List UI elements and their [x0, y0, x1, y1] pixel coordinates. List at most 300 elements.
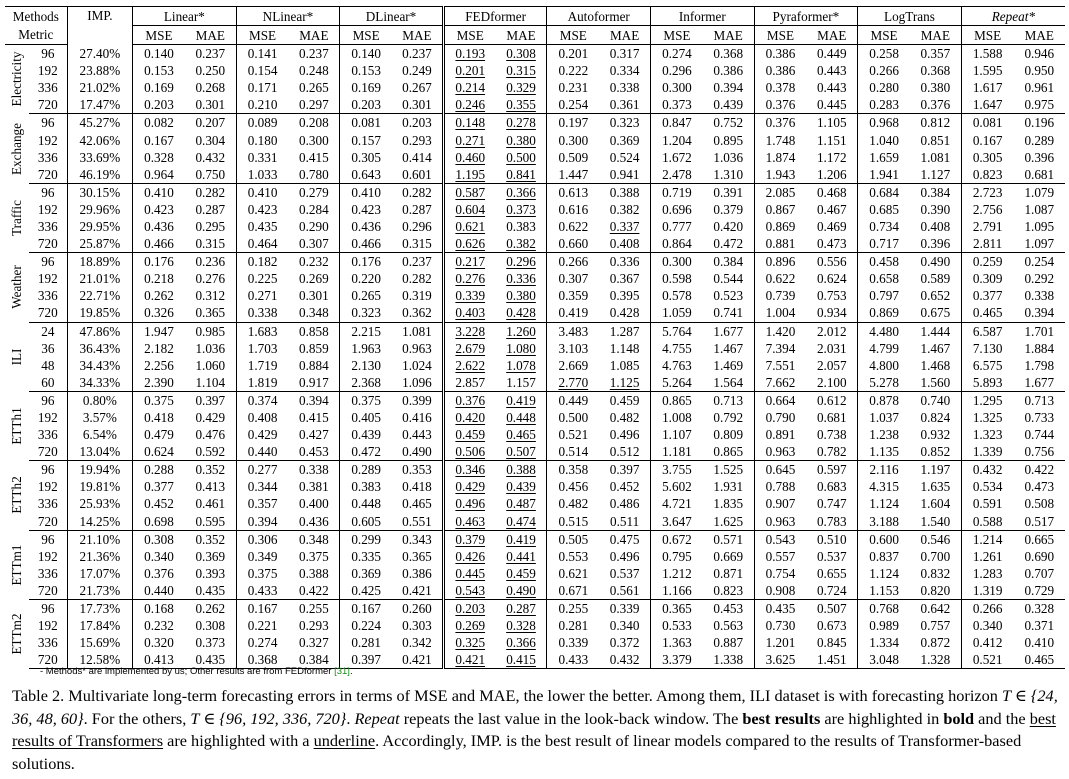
- mae-value: 0.287: [506, 601, 536, 617]
- mae-value: 1.287: [609, 323, 640, 339]
- mse-value: 0.449: [547, 391, 599, 409]
- mse-value: 0.375: [236, 565, 288, 582]
- mse-value: 0.869: [754, 218, 806, 235]
- mae-value: 0.507: [496, 443, 547, 461]
- mae-value: 0.482: [609, 410, 640, 426]
- mse-value: 0.754: [754, 565, 806, 582]
- table-row: [5, 114, 1065, 132]
- imp-cell: 34.43%: [67, 357, 132, 374]
- mae-value: 0.432: [195, 149, 226, 165]
- mae-value: 0.589: [920, 271, 951, 287]
- caption-text: Table 2. Multivariate long-term forecasting errors in terms of MSE and MAE, the lower the better. Among them, ILI dataset is with forecasting horizon: [12, 686, 1002, 705]
- mae-value: 0.750: [185, 166, 236, 184]
- mse-value: 0.176: [340, 253, 392, 271]
- mae-value: 1.677: [1014, 374, 1065, 392]
- mse-value: 1.941: [858, 166, 910, 184]
- table-row: [5, 513, 1065, 531]
- mae-value: 0.300: [299, 132, 329, 148]
- mse-value: 0.081: [340, 114, 392, 132]
- mae-value: 0.368: [920, 63, 951, 79]
- mse-value: 2.368: [340, 374, 392, 392]
- mse-value: 0.479: [133, 426, 185, 443]
- mae-value: 0.436: [288, 513, 339, 531]
- mae-value: 0.946: [1024, 46, 1055, 62]
- mae-value: 0.537: [609, 565, 640, 581]
- imp-cell: 17.84%: [67, 617, 132, 634]
- mae-value: 0.490: [496, 582, 547, 600]
- mae-value: 1.096: [392, 374, 443, 392]
- mae-value: 1.127: [910, 166, 961, 184]
- mae-value: 1.097: [1014, 235, 1065, 253]
- mae-value: 0.255: [299, 601, 329, 617]
- mae-value: 0.563: [713, 618, 744, 634]
- mse-value: 0.734: [858, 218, 910, 235]
- mae-value: 1.036: [713, 149, 744, 165]
- mae-value: 0.293: [299, 618, 329, 634]
- mse-value: 0.140: [340, 45, 392, 63]
- imp-header: IMP.: [67, 7, 132, 45]
- mse-value: 2.791: [961, 218, 1013, 235]
- mae-value: 0.254: [1024, 254, 1055, 270]
- mse-value: 0.509: [547, 149, 599, 166]
- mae-value: 1.635: [920, 479, 951, 495]
- table-row: [5, 617, 1065, 634]
- mse-value: 0.521: [961, 651, 1013, 669]
- mse-value: 7.662: [754, 374, 806, 392]
- mae-value: 0.941: [599, 166, 650, 184]
- mse-value: 0.269: [443, 617, 495, 634]
- mae-value: 0.395: [609, 288, 640, 304]
- dataset-cell: [5, 253, 29, 322]
- mae-value: 0.348: [299, 531, 329, 547]
- table-row: [5, 45, 1065, 63]
- mae-value: 1.079: [1024, 184, 1055, 200]
- mae-value: 2.012: [816, 323, 847, 339]
- mae-value: 0.511: [599, 513, 650, 531]
- mse-value: 0.433: [547, 651, 599, 669]
- mse-value: 2.770: [547, 374, 599, 392]
- mae-value: 0.304: [195, 132, 226, 148]
- mse-value: 0.698: [133, 513, 185, 531]
- mse-value: 0.505: [547, 530, 599, 548]
- mae-value: 0.934: [806, 304, 857, 322]
- method-header: [754, 7, 858, 26]
- mse-value: 0.331: [236, 149, 288, 166]
- mse-value: 4.315: [858, 478, 910, 495]
- mse-value: 2.669: [547, 357, 599, 374]
- mse-value: 0.865: [651, 391, 703, 409]
- mae-value: 0.465: [402, 496, 432, 512]
- dataset-label: ETTh1: [8, 407, 24, 445]
- mse-value: 0.717: [858, 235, 910, 253]
- table-row: [5, 96, 1065, 114]
- mse-value: 1.323: [961, 426, 1013, 443]
- mse-value: 0.588: [961, 513, 1013, 531]
- mse-value: 0.277: [236, 461, 288, 479]
- mae-value: 0.753: [816, 288, 847, 304]
- mse-value: 0.664: [754, 391, 806, 409]
- mae-value: 0.237: [402, 46, 432, 62]
- mae-value: 0.394: [713, 80, 744, 96]
- mae-value: 1.467: [920, 340, 951, 356]
- mae-value: 0.319: [402, 288, 432, 304]
- mse-value: 0.605: [340, 513, 392, 531]
- header-row-methods: [5, 7, 1065, 26]
- table-row: [5, 304, 1065, 322]
- horizon-cell: 96: [41, 184, 55, 200]
- imp-cell: 19.81%: [67, 478, 132, 495]
- caption-text: . Accordingly, IMP. is the best result of linear models compared to the results of Transformer-based solutions.: [12, 731, 1022, 773]
- mse-value: 0.289: [340, 461, 392, 479]
- horizon-cell: 720: [29, 443, 67, 461]
- mae-value: 0.390: [920, 201, 951, 217]
- mse-header: MSE: [443, 26, 495, 45]
- mae-value: 0.371: [1024, 618, 1055, 634]
- mse-value: 0.383: [340, 478, 392, 495]
- mse-value: 1.166: [651, 582, 703, 600]
- mse-value: 0.658: [858, 270, 910, 287]
- caption-underline-word: underline: [313, 731, 376, 751]
- mae-value: 0.419: [506, 392, 536, 408]
- mse-header: MSE: [754, 26, 806, 45]
- mse-value: 1.212: [651, 565, 703, 582]
- mae-value: 0.985: [195, 323, 226, 339]
- mse-value: 0.624: [133, 443, 185, 461]
- mae-value: 0.380: [920, 80, 951, 96]
- mse-value: 5.264: [651, 374, 703, 392]
- imp-cell: 25.87%: [67, 235, 132, 253]
- mse-value: 1.295: [961, 391, 1013, 409]
- mse-value: 1.107: [651, 426, 703, 443]
- mae-value: 0.379: [713, 201, 744, 217]
- mae-value: 1.157: [496, 374, 547, 392]
- mae-value: 0.963: [402, 340, 432, 356]
- caption-best-transformers: best results of Transformers: [12, 708, 1056, 751]
- horizon-cell: 192: [37, 201, 58, 217]
- mse-value: 1.037: [858, 409, 910, 426]
- mae-value: 0.459: [609, 392, 640, 408]
- mae-value: 0.369: [195, 548, 226, 564]
- mae-value: 0.307: [288, 235, 339, 253]
- imp-cell: 33.69%: [67, 149, 132, 166]
- table-row: [5, 218, 1065, 235]
- mae-value: 0.683: [816, 479, 847, 495]
- mae-value: 0.399: [402, 392, 432, 408]
- mae-value: 0.747: [816, 496, 847, 512]
- mse-value: 0.777: [651, 218, 703, 235]
- mse-value: 2.390: [133, 374, 185, 392]
- mse-value: 0.274: [651, 45, 703, 63]
- mae-value: 1.677: [713, 323, 744, 339]
- mse-value: 1.659: [858, 149, 910, 166]
- mae-value: 0.410: [1024, 635, 1055, 651]
- mae-value: 0.595: [185, 513, 236, 531]
- mse-value: 0.309: [961, 270, 1013, 287]
- mse-value: 0.375: [133, 391, 185, 409]
- imp-cell: 25.93%: [67, 495, 132, 512]
- mae-value: 0.384: [920, 184, 951, 200]
- horizon-cell: 720: [29, 304, 67, 322]
- mse-value: 7.130: [961, 340, 1013, 357]
- mse-value: 0.685: [858, 201, 910, 218]
- imp-cell: 19.85%: [67, 304, 132, 322]
- mae-value: 0.642: [920, 601, 951, 617]
- mae-value: 1.260: [506, 323, 536, 339]
- mae-value: 1.081: [920, 149, 951, 165]
- mse-value: 0.369: [340, 565, 392, 582]
- mae-value: 0.329: [506, 80, 536, 96]
- mae-value: 0.665: [1024, 531, 1055, 547]
- mse-value: 0.258: [858, 45, 910, 63]
- mae-value: 0.382: [609, 201, 640, 217]
- mae-value: 0.624: [816, 271, 847, 287]
- horizon-cell: 720: [29, 96, 67, 114]
- mae-value: 0.293: [402, 132, 432, 148]
- mse-value: 0.224: [340, 617, 392, 634]
- mae-value: 0.752: [713, 115, 744, 131]
- mae-value: 0.823: [703, 582, 754, 600]
- mse-value: 0.440: [133, 582, 185, 600]
- mae-header: MAE: [599, 26, 650, 45]
- mae-value: 0.932: [920, 427, 951, 443]
- mse-value: 0.218: [133, 270, 185, 287]
- mae-value: 0.362: [392, 304, 443, 322]
- mse-value: 0.176: [133, 253, 185, 271]
- mae-value: 0.415: [299, 149, 329, 165]
- mae-value: 2.031: [816, 340, 847, 356]
- mse-value: 0.719: [651, 183, 703, 201]
- mse-value: 0.578: [651, 287, 703, 304]
- mse-value: 0.338: [236, 304, 288, 322]
- mse-value: 0.896: [754, 253, 806, 271]
- mse-value: 5.602: [651, 478, 703, 495]
- caption-other-horizon: T ∈ {96, 192, 336, 720}: [190, 708, 347, 728]
- mae-value: 0.366: [506, 184, 536, 200]
- imp-cell: 17.07%: [67, 565, 132, 582]
- caption-best-results: best results: [742, 708, 821, 728]
- mse-value: 0.908: [754, 582, 806, 600]
- table-row: [5, 409, 1065, 426]
- mse-value: 0.300: [651, 253, 703, 271]
- mse-value: 0.867: [754, 201, 806, 218]
- mae-value: 1.081: [402, 323, 432, 339]
- mae-value: 0.373: [506, 201, 536, 217]
- mae-value: 1.884: [1024, 340, 1055, 356]
- mae-value: 1.125: [599, 374, 650, 392]
- methods-label: Methods: [5, 7, 67, 26]
- mse-value: 0.373: [651, 96, 703, 114]
- mse-value: 0.660: [547, 235, 599, 253]
- horizon-cell: 36: [41, 340, 55, 356]
- mse-value: 4.763: [651, 357, 703, 374]
- mae-value: 0.269: [299, 271, 329, 287]
- mse-value: 3.625: [754, 651, 806, 669]
- mae-value: 0.439: [703, 96, 754, 114]
- mse-value: 0.403: [443, 304, 495, 322]
- mae-value: 1.060: [195, 357, 226, 373]
- mae-value: 0.690: [1024, 548, 1055, 564]
- mse-value: 0.598: [651, 270, 703, 287]
- mae-value: 1.151: [816, 132, 847, 148]
- mse-value: 0.397: [340, 651, 392, 669]
- mse-value: 1.124: [858, 565, 910, 582]
- mae-value: 0.276: [195, 271, 226, 287]
- mae-value: 1.172: [816, 149, 847, 165]
- mae-value: 0.439: [506, 479, 536, 495]
- mse-value: 0.266: [961, 600, 1013, 618]
- mse-value: 0.436: [340, 218, 392, 235]
- mae-value: 0.452: [609, 479, 640, 495]
- mse-value: 0.643: [340, 166, 392, 184]
- mae-value: 0.741: [703, 304, 754, 322]
- mae-value: 1.525: [713, 462, 744, 478]
- mse-value: 0.308: [133, 530, 185, 548]
- mae-value: 0.428: [496, 304, 547, 322]
- mae-value: 0.783: [806, 513, 857, 531]
- mse-value: 0.266: [547, 253, 599, 271]
- horizon-cell: 336: [37, 288, 58, 304]
- mae-value: 2.057: [816, 357, 847, 373]
- mse-value: 0.907: [754, 495, 806, 512]
- mae-value: 0.301: [392, 96, 443, 114]
- mae-value: 0.443: [816, 80, 847, 96]
- mse-value: 0.553: [547, 548, 599, 565]
- mse-value: 0.440: [236, 443, 288, 461]
- mse-value: 2.723: [961, 183, 1013, 201]
- mae-value: 0.268: [195, 80, 226, 96]
- mse-value: 0.412: [961, 634, 1013, 651]
- mse-value: 0.464: [236, 235, 288, 253]
- mse-value: 0.672: [651, 530, 703, 548]
- mae-value: 0.315: [392, 235, 443, 253]
- mse-value: 0.426: [443, 548, 495, 565]
- table-row: [5, 461, 1065, 479]
- mae-value: 0.419: [506, 531, 536, 547]
- dataset-label: Weather: [8, 265, 24, 310]
- mae-value: 0.681: [1014, 166, 1065, 184]
- mse-value: 0.339: [443, 287, 495, 304]
- mae-value: 0.465: [1014, 651, 1065, 669]
- mae-value: 0.237: [195, 46, 226, 62]
- mse-value: 5.764: [651, 322, 703, 340]
- mae-value: 0.365: [402, 548, 432, 564]
- mse-value: 0.081: [961, 114, 1013, 132]
- mse-value: 0.262: [133, 287, 185, 304]
- mse-value: 0.964: [133, 166, 185, 184]
- mse-value: 0.730: [754, 617, 806, 634]
- mse-header: MSE: [651, 26, 703, 45]
- mae-value: 1.095: [1024, 218, 1055, 234]
- mae-value: 0.250: [195, 63, 226, 79]
- dataset-cell: [5, 183, 29, 252]
- mse-value: 0.616: [547, 201, 599, 218]
- dataset-cell: [5, 45, 29, 114]
- mse-header: MSE: [547, 26, 599, 45]
- mae-value: 0.510: [816, 531, 847, 547]
- mse-value: 0.515: [547, 513, 599, 531]
- table-row: [5, 530, 1065, 548]
- table-row: [5, 357, 1065, 374]
- mse-value: 3.379: [651, 651, 703, 669]
- mae-header: MAE: [910, 26, 961, 45]
- mse-value: 1.672: [651, 149, 703, 166]
- mse-value: 0.496: [443, 495, 495, 512]
- mse-value: 0.797: [858, 287, 910, 304]
- mse-value: 1.153: [858, 582, 910, 600]
- mse-value: 0.837: [858, 548, 910, 565]
- mae-value: 0.859: [299, 340, 329, 356]
- mae-value: 0.858: [299, 323, 329, 339]
- horizon-cell: 24: [41, 323, 55, 339]
- method-name: LogTrans: [884, 8, 935, 24]
- horizon-cell: 336: [37, 565, 58, 581]
- mae-value: 0.707: [1024, 565, 1055, 581]
- mae-value: 0.282: [402, 184, 432, 200]
- caption-repeat: Repeat: [354, 708, 400, 728]
- dataset-cell: [5, 461, 29, 530]
- mse-value: 0.460: [443, 149, 495, 166]
- mse-value: 0.869: [858, 304, 910, 322]
- mae-value: 0.416: [402, 410, 432, 426]
- footnote-text: - Methods* are implemented by us; Other results are from FEDformer: [40, 666, 335, 677]
- mae-value: 0.441: [506, 548, 536, 564]
- mse-value: 0.193: [443, 45, 495, 63]
- imp-cell: 21.02%: [67, 79, 132, 96]
- mae-value: 0.375: [299, 548, 329, 564]
- mse-value: 1.181: [651, 443, 703, 461]
- horizon-cell: 720: [29, 513, 67, 531]
- mae-value: 0.872: [920, 635, 951, 651]
- horizon-cell: 96: [41, 531, 55, 547]
- mae-value: 0.443: [402, 427, 432, 443]
- imp-cell: 18.89%: [67, 253, 132, 271]
- mae-value: 1.467: [713, 340, 744, 356]
- mae-value: 0.315: [506, 63, 536, 79]
- mse-value: 0.671: [547, 582, 599, 600]
- mae-value: 0.383: [506, 218, 536, 234]
- mae-value: 0.312: [195, 288, 226, 304]
- mse-value: 0.429: [443, 478, 495, 495]
- mse-value: 2.679: [443, 340, 495, 357]
- mse-value: 0.141: [236, 45, 288, 63]
- mse-value: 0.358: [547, 461, 599, 479]
- imp-cell: 0.80%: [67, 391, 132, 409]
- mse-value: 2.756: [961, 201, 1013, 218]
- mse-value: 1.819: [236, 374, 288, 392]
- mae-value: 1.310: [703, 166, 754, 184]
- mae-value: 0.453: [713, 601, 744, 617]
- mae-header: MAE: [703, 26, 754, 45]
- footnote-citation-link[interactable]: [31]: [334, 666, 350, 677]
- caption-text: and the: [974, 708, 1030, 728]
- horizon-cell: 192: [37, 132, 58, 148]
- mae-value: 0.380: [506, 288, 536, 304]
- imp-cell: 36.43%: [67, 340, 132, 357]
- mae-value: 1.206: [806, 166, 857, 184]
- mae-value: 0.249: [402, 63, 432, 79]
- mse-value: 0.231: [547, 79, 599, 96]
- mae-value: 0.824: [920, 410, 951, 426]
- table-row: [5, 374, 1065, 392]
- horizon-cell: 96: [41, 254, 55, 270]
- mse-value: 3.483: [547, 322, 599, 340]
- mse-value: 7.394: [754, 340, 806, 357]
- method-name: NLinear*: [262, 8, 314, 24]
- mae-value: 0.388: [506, 462, 536, 478]
- mse-value: 0.435: [754, 600, 806, 618]
- mae-value: 1.024: [402, 357, 432, 373]
- mse-value: 0.408: [236, 409, 288, 426]
